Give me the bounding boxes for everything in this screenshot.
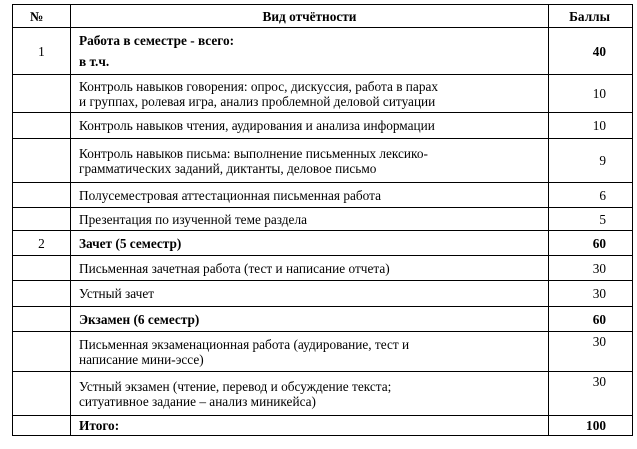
row-type-line: Письменная экзаменационная работа (аудирование, тест и <box>79 336 410 352</box>
row-type: Полусеместровая аттестационная письменная работа <box>71 183 549 208</box>
table-row <box>13 139 633 183</box>
table-row <box>13 416 633 436</box>
row-number <box>13 332 71 372</box>
row-number: 2 <box>13 231 71 256</box>
table-row <box>13 28 633 75</box>
row-number: 1 <box>13 28 71 75</box>
row-score: 40 <box>549 28 633 75</box>
row-type: Экзамен (6 семестр) <box>71 307 549 332</box>
row-number <box>13 113 71 139</box>
row-type-line: Контроль навыков говорения: опрос, дискуссия, работа в парах <box>79 78 439 94</box>
row-type <box>71 332 549 372</box>
row-type-line: Контроль навыков письма: выполнение письменных лексико- <box>79 145 428 161</box>
grading-table <box>12 4 633 436</box>
header-type: Вид отчётности <box>71 5 549 28</box>
row-number <box>13 183 71 208</box>
row-type <box>71 139 549 183</box>
row-number <box>13 307 71 332</box>
row-type-line: Работа в семестре - всего: <box>79 33 235 48</box>
row-type <box>71 372 549 416</box>
row-score: 10 <box>549 113 633 139</box>
row-type <box>71 28 549 75</box>
row-number <box>13 208 71 231</box>
row-type: Итого: <box>71 416 549 436</box>
row-type: Письменная зачетная работа (тест и написание отчета) <box>71 256 549 281</box>
row-type-line: в т.ч. <box>79 54 110 69</box>
row-type-line: грамматических заданий, диктанты, деловое письмо <box>79 160 377 176</box>
row-type: Контроль навыков чтения, аудирования и анализа информации <box>71 113 549 139</box>
row-type-line: написание мини-эссе) <box>79 351 204 367</box>
row-score: 9 <box>549 139 633 183</box>
row-score: 30 <box>549 281 633 307</box>
table-header-row <box>13 5 633 28</box>
table-row <box>13 307 633 332</box>
header-number: № <box>13 5 71 28</box>
row-type-line: ситуативное задание – анализ миникейса) <box>79 393 316 409</box>
row-score: 6 <box>549 183 633 208</box>
table-row <box>13 183 633 208</box>
row-score: 30 <box>549 256 633 281</box>
table-row <box>13 231 633 256</box>
row-score: 30 <box>549 372 633 416</box>
row-type <box>71 75 549 113</box>
row-score: 60 <box>549 307 633 332</box>
header-score: Баллы <box>549 5 633 28</box>
row-score: 100 <box>549 416 633 436</box>
table-row <box>13 372 633 416</box>
row-number <box>13 139 71 183</box>
table-row <box>13 113 633 139</box>
table-row <box>13 75 633 113</box>
row-number <box>13 281 71 307</box>
row-number <box>13 416 71 436</box>
row-type: Зачет (5 семестр) <box>71 231 549 256</box>
row-type: Презентация по изученной теме раздела <box>71 208 549 231</box>
table-row <box>13 208 633 231</box>
row-type-line: Устный экзамен (чтение, перевод и обсуждение текста; <box>79 378 392 394</box>
row-score: 30 <box>549 332 633 372</box>
row-score: 5 <box>549 208 633 231</box>
row-number <box>13 372 71 416</box>
row-number <box>13 75 71 113</box>
row-type: Устный зачет <box>71 281 549 307</box>
row-score: 60 <box>549 231 633 256</box>
row-type-line: и группах, ролевая игра, анализ проблемной деловой ситуации <box>79 93 436 109</box>
row-number <box>13 256 71 281</box>
row-score: 10 <box>549 75 633 113</box>
table-row <box>13 256 633 281</box>
table-row <box>13 332 633 372</box>
table-row <box>13 281 633 307</box>
